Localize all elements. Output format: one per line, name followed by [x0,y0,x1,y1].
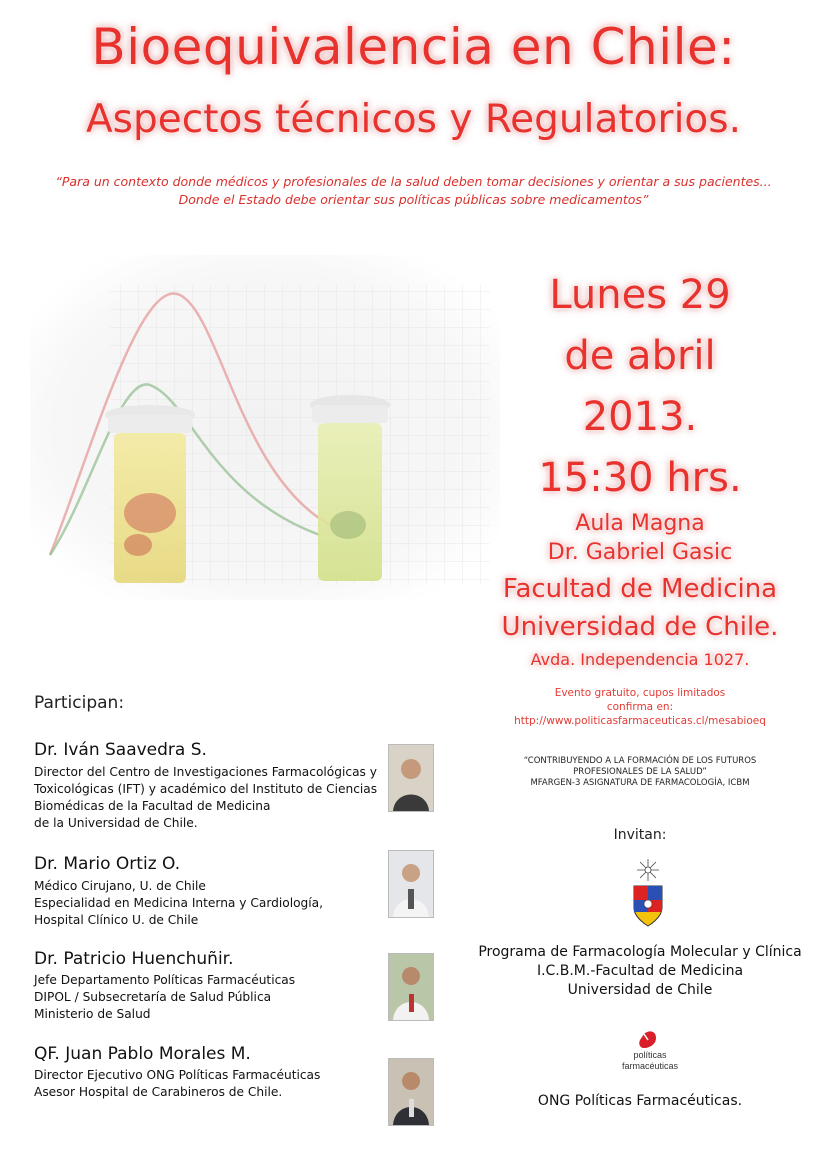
capsule-icon [618,1030,682,1050]
participant-bio-line: Hospital Clínico U. de Chile [34,913,199,927]
participant-name: QF. Juan Pablo Morales M. [34,1044,251,1064]
free-event-note: Evento gratuito, cupos limitados [554,687,726,699]
registration-link[interactable]: http://www.politicasfarmaceuticas.cl/mesabioeq [514,715,766,727]
contribution-note: “CONTRIBUYENDO A LA FORMACIÓN DE LOS FUTUROS [523,756,757,766]
organizers-heading: Invitan: [613,827,667,843]
poster-subtitle: Aspectos técnicos y Regulatorios. [86,97,741,142]
participant-name: Dr. Mario Ortiz O. [34,854,181,874]
confirm-note: confirma en: [606,701,674,713]
university-name: Universidad de Chile [567,982,713,998]
participant-name: Dr. Iván Saavedra S. [34,740,207,760]
logo-text-line: políticas [633,1050,667,1060]
quote-line: Donde el Estado debe orientar sus políticas públicas sobre medicamentos” [178,192,649,207]
logo-text-line: farmacéuticas [621,1061,679,1071]
event-time: 15:30 hrs. [538,455,742,501]
participant-photo [388,1058,434,1126]
participant-bio-line: DIPOL / Subsecretaría de Salud Pública [34,990,272,1004]
participant-photo [388,850,434,918]
institute-name: I.C.B.M.-Facultad de Medicina [536,963,744,979]
ong-name: ONG Políticas Farmacéuticas. [537,1093,743,1109]
course-note: MFARGEN-3 ASIGNATURA DE FARMACOLOGÍA, ICBM [530,778,750,788]
event-room: Aula Magna [575,511,705,536]
politicas-farmaceuticas-logo [618,1030,682,1076]
event-address: Avda. Independencia 1027. [530,650,750,669]
pill-bottles-illustration [30,255,500,600]
quote-line: “Para un contexto donde médicos y profesionales de la salud deben tomar decisiones y orientar a sus pacientes... [55,174,772,189]
event-year: 2013. [582,394,698,440]
participant-name: Dr. Patricio Huenchuñir. [34,949,234,969]
contribution-note: PROFESIONALES DE LA SALUD” [573,767,707,777]
participant-bio-line: Especialidad en Medicina Interna y Cardiología, [34,896,324,910]
event-university: Universidad de Chile. [501,612,779,642]
university-crest-icon [628,856,668,928]
event-month: de abril [564,333,716,379]
participant-photo [388,744,434,812]
participant-bio-line: Toxicológicas (IFT) y académico del Instituto de Ciencias [34,782,378,796]
poster-title: Bioequivalencia en Chile: [91,18,736,76]
participant-bio-line: Director del Centro de Investigaciones Farmacológicas y [34,765,377,779]
event-room-name: Dr. Gabriel Gasic [547,540,733,565]
participant-bio-line: Médico Cirujano, U. de Chile [34,879,206,893]
participant-photo [388,953,434,1021]
program-name: Programa de Farmacología Molecular y Clínica [478,944,802,960]
participant-bio-line: Jefe Departamento Políticas Farmacéuticas [34,973,296,987]
participant-bio-line: de la Universidad de Chile. [34,816,198,830]
participant-bio-line: Biomédicas de la Facultad de Medicina [34,799,271,813]
participant-bio-line: Asesor Hospital de Carabineros de Chile. [34,1085,283,1099]
participants-heading: Participan: [34,693,125,713]
participant-bio-line: Ministerio de Salud [34,1007,151,1021]
event-day: Lunes 29 [549,272,731,318]
event-faculty: Facultad de Medicina [502,574,778,604]
participant-bio-line: Director Ejecutivo ONG Políticas Farmacéuticas [34,1068,321,1082]
